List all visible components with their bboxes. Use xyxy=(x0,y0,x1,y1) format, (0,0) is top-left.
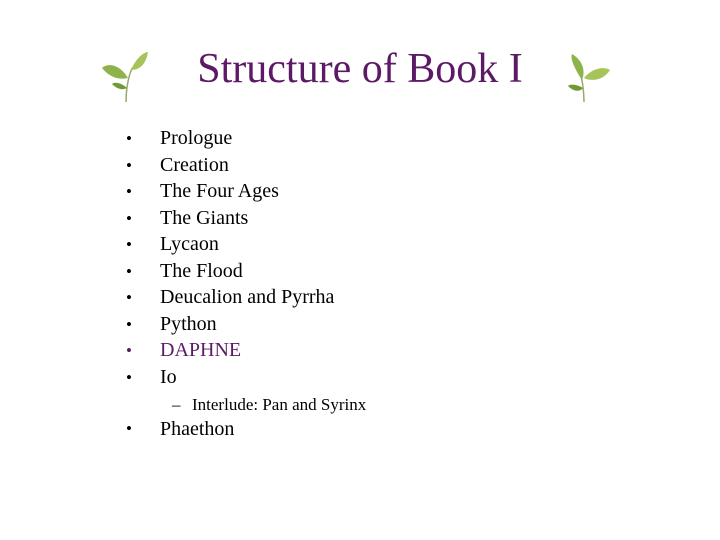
bullet-marker: • xyxy=(126,314,132,334)
dash-marker: – xyxy=(172,395,181,414)
list-item-label: Io xyxy=(160,365,177,388)
list-item xyxy=(126,258,334,285)
list-item-label: The Flood xyxy=(160,259,243,282)
sub-list-item-label: Interlude: Pan and Syrinx xyxy=(192,395,367,414)
sub-list-item xyxy=(172,393,366,417)
list-item-label: Creation xyxy=(160,153,229,176)
bullet-marker: • xyxy=(126,129,132,148)
list-item-label: The Four Ages xyxy=(160,180,279,202)
list-item-highlighted xyxy=(126,337,334,364)
list-item-label: Prologue xyxy=(160,127,233,149)
list-item-label: Python xyxy=(160,312,217,335)
list-item xyxy=(126,152,334,179)
structure-list xyxy=(126,125,334,390)
list-item-label: Deucalion and Pyrrha xyxy=(160,286,335,308)
list-item-label: DAPHNE xyxy=(160,339,242,361)
list-item xyxy=(126,364,334,391)
bullet-marker: • xyxy=(126,367,132,387)
bullet-marker: • xyxy=(126,182,132,201)
bullet-marker: • xyxy=(126,208,132,228)
list-item-label: Lycaon xyxy=(160,233,219,255)
bullet-marker: • xyxy=(126,235,132,254)
list-item xyxy=(126,125,334,152)
bullet-marker: • xyxy=(126,419,132,438)
list-item xyxy=(126,311,334,338)
bullet-marker: • xyxy=(126,288,132,307)
list-item xyxy=(126,416,234,442)
list-item-label: The Giants xyxy=(160,206,249,229)
leaf-sprig-icon xyxy=(562,48,616,109)
bullet-marker: • xyxy=(126,155,132,175)
list-item xyxy=(126,284,334,311)
slide-title: Structure of Book I xyxy=(197,46,523,92)
bullet-marker: • xyxy=(126,341,132,360)
list-item xyxy=(126,178,334,205)
list-item xyxy=(126,231,334,258)
bullet-marker: • xyxy=(126,261,132,281)
list-item-label: Phaethon xyxy=(160,418,235,440)
list-item xyxy=(126,205,334,232)
